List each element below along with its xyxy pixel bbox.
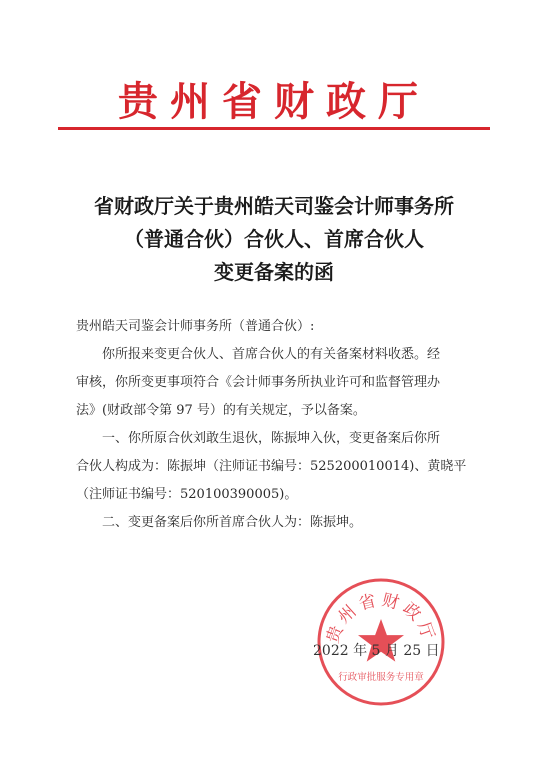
paragraph-1-line-2: 审核，你所变更事项符合《会计师事务所执业许可和监督管理办 [76, 375, 441, 390]
title-line-2: （普通合伙）合伙人、首席合伙人 [124, 227, 424, 251]
seal-subtext: 行政审批服务专用章 [338, 672, 424, 683]
document-body [76, 313, 476, 537]
paragraph-2-line-2: 合伙人构成为：陈振坤（注师证书编号：525200010014)、黄晓平 [76, 459, 467, 474]
title-line-1: 省财政厅关于贵州皓天司鉴会计师事务所 [94, 194, 454, 218]
paragraph-2-line-3: （注师证书编号：520100390005)。 [76, 487, 298, 502]
seal-text: 贵州省财政厅 [322, 590, 440, 646]
paragraph-1-line-3: 法》(财政部令第 97 号）的有关规定，予以备案。 [76, 403, 366, 418]
paragraph-3-line-1: 二、变更备案后你所首席合伙人为：陈振坤。 [102, 515, 363, 530]
paragraph-2-line-1: 一、你所原合伙刘敢生退伙，陈振坤入伙，变更备案后你所 [102, 431, 441, 446]
paragraph-1-line-1: 你所报来变更合伙人、首席合伙人的有关备案材料收悉。经 [102, 347, 441, 362]
salutation: 贵州皓天司鉴会计师事务所（普通合伙）: [76, 319, 315, 334]
letterhead-divider [58, 127, 490, 130]
title-line-3: 变更备案的函 [214, 260, 334, 284]
letterhead-title: 贵州省财政厅 [118, 79, 430, 125]
document-title [0, 190, 548, 289]
signature-date: 2022 年 5 月 25 日 [313, 643, 440, 659]
